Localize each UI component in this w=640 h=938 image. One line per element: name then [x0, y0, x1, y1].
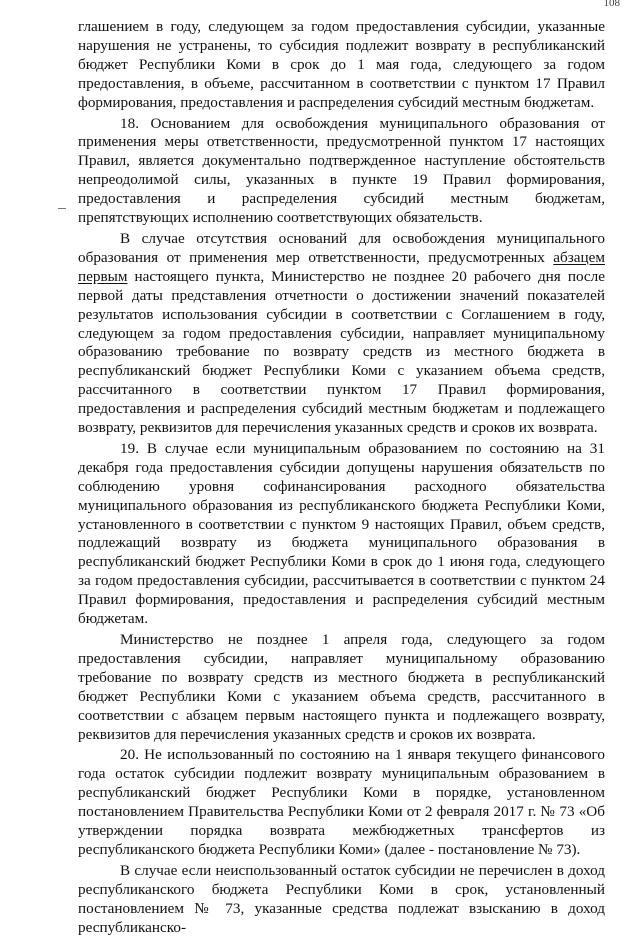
reference-link-first-paragraph[interactable]: абзацем первым	[78, 248, 605, 285]
paragraph-18-second	[78, 230, 605, 438]
paragraph-continuation: глашением в году, следующем за годом предоставления субсидии, указанные нарушения не устранены, то субсидия подлежит возврату в республиканский бюджет Республики Коми в срок до 1 мая года, следующего за годом предоставления, в объеме, рассчитанном в соответствии с пунктом 17 Правил формирования, предоставления и распределения субсидий местным бюджетам.	[78, 18, 605, 111]
margin-mark	[58, 208, 66, 209]
paragraph-18-second-after-link: настоящего пункта, Министерство не позднее 20 рабочего дня после первой даты представления отчетности о достижении значений показателей результатов использования субсидии в соответствии с Соглашением в году, следующем за годом предоставления субсидии, направляет муниципальному образованию требование по возврату средств из местного бюджета в республиканский бюджет Республики Коми с указанием объема средств, рассчитанного в соответствии пунктом 17 Правил формирования, предоставления и распределения субсидий местным бюджетам и подлежащего возврату, реквизитов для перечисления указанных средств и сроков их возврата.	[78, 267, 605, 437]
paragraph-20: 20. Не использованный по состоянию на 1 января текущего финансового года остаток субсидии подлежит возврату муниципальным образованием в республиканский бюджет Республики Коми в порядке, установленном постановлением Правительства Республики Коми от 2 февраля 2017 г. № 73 «Об утверждении порядка возврата межбюджетных трансфертов из республиканского бюджета Республики Коми» (далее - постановление № 73).	[78, 746, 605, 858]
paragraph-19-second: Министерство не позднее 1 апреля года, следующего за годом предоставления субсидии, направляет муниципальному образованию требование по возврату средств из местного бюджета в республиканский бюджет Республики Коми с указанием объема средств, рассчитанного в соответствии с абзацем первым настоящего пункта и подлежащего возврату, реквизитов для перечисления указанных средств и сроков их возврата.	[78, 631, 605, 743]
paragraph-18-second-before-link: В случае отсутствия оснований для освобождения муниципального образования от применения мер ответственности, предусмотренных	[78, 229, 605, 266]
page-number: 108	[603, 0, 620, 9]
paragraph-19: 19. В случае если муниципальным образованием по состоянию на 31 декабря года предоставления субсидии допущены нарушения обязательств по соблюдению уровня софинансирования расходного обязательства муниципального образования из республиканского бюджета Республики Коми, установленного в соответствии с пунктом 9 настоящих Правил, объем средств, подлежащий возврату из бюджета муниципального образования в республиканский бюджет Республики Коми в срок до 1 июня года, следующего за годом предоставления субсидии, рассчитывается в соответствии с пунктом 24 Правил формирования, предоставления и распределения субсидий местным бюджетам.	[78, 439, 605, 628]
paragraph-20-second: В случае если неиспользованный остаток субсидии не перечислен в доход республиканского бюджета Республики Коми в срок, установленный постановлением № 73, указанные средства подлежат взысканию в доход республиканско-	[78, 861, 605, 936]
document-body	[78, 18, 605, 938]
paragraph-18: 18. Основанием для освобождения муниципального образования от применения меры ответственности, предусмотренной пунктом 17 настоящих Правил, является документально подтвержденное наступление обстоятельств непреодолимой силы, указанных в пункте 19 Правил формирования, предоставления и распределения субсидий местным бюджетам, препятствующих исполнению соответствующих обязательств.	[78, 114, 605, 227]
